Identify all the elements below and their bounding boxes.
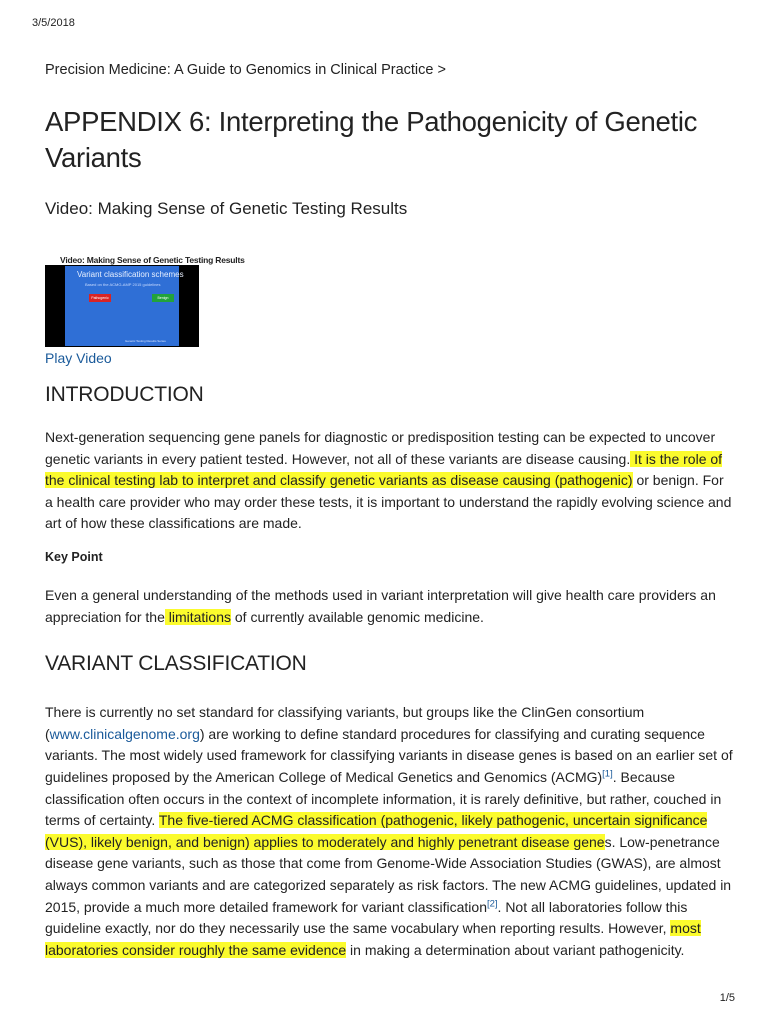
variant-classification-paragraph [45, 702, 735, 961]
kp-text-1: Even a general understanding of the methods used in variant interpretation will give health care providers an appreciation for the [45, 586, 716, 625]
slide-footer: Genetic Testing Results Series [125, 339, 166, 343]
vc-text-3: . Because classification often occurs in the context of incomplete information, it is rarely definitive, but rather, couched in terms of certainty. [45, 768, 722, 829]
vc-highlight-2: most laboratories consider roughly the same evidence [45, 920, 701, 958]
vc-text-4: s. Low-penetrance disease gene variants, such as those that come from Genome-Wide Association Studies (GWAS), are almost always common variants and are categorized separately as risk factors. The new ACMG guidelines, updated in 2015, provide a much more detailed framework for variant classification [45, 833, 732, 915]
introduction-heading: INTRODUCTION [45, 383, 204, 406]
slide-benign-box: Benign [152, 294, 174, 302]
vc-text-1: There is currently no set standard for classifying variants, but groups like the ClinGen consortium ( [45, 704, 645, 742]
kp-text-2: of currently available genomic medicine. [231, 608, 484, 625]
video-thumbnail-caption: Video: Making Sense of Genetic Testing Results [60, 255, 245, 265]
key-point-paragraph [45, 585, 735, 628]
intro-text-1: Next-generation sequencing gene panels for diagnostic or predisposition testing can be expected to uncover genetic variants in every patient tested. However, not all of these variants are disease causing. [45, 429, 716, 467]
vc-text-6: in making a determination about variant pathogenicity. [346, 941, 685, 958]
reference-2-link[interactable]: [2] [486, 897, 498, 909]
breadcrumb[interactable]: Precision Medicine: A Guide to Genomics in Clinical Practice > [45, 62, 446, 78]
key-point-label: Key Point [45, 549, 103, 564]
video-slide [65, 266, 184, 346]
slide-title: Variant classification schemes [77, 270, 184, 279]
video-heading: Video: Making Sense of Genetic Testing Results [45, 199, 408, 218]
article [45, 60, 735, 961]
intro-highlight: It is the role of the clinical testing lab to interpret and classify genetic variants as disease causing (pathogenic) [45, 450, 723, 489]
slide-pathogenic-box: Pathogenic [89, 294, 111, 302]
variant-classification-heading: VARIANT CLASSIFICATION [45, 652, 307, 676]
reference-1-link[interactable]: [1] [602, 768, 613, 780]
vc-text-5: . Not all laboratories follow this guideline exactly, nor do they necessarily use the same vocabulary when reporting results. However, [45, 898, 688, 937]
vc-highlight-1: The five-tiered ACMG classification (pathogenic, likely pathogenic, uncertain significance (VUS), likely benign, and benign) applies to moderately and highly penetrant disease gene [45, 812, 708, 850]
play-video-link[interactable]: Play Video [45, 350, 112, 366]
clingen-link[interactable]: www.clinicalgenome.org [49, 725, 200, 742]
slide-subtitle: Based on the ACMG-AMP 2015 guidelines [85, 282, 161, 287]
video-thumbnail[interactable] [45, 265, 199, 347]
print-date: 3/5/2018 [32, 17, 75, 29]
introduction-paragraph [45, 427, 735, 535]
page-number: 1/5 [719, 992, 735, 1004]
intro-text-2: or benign. For a health care provider who may order these tests, it is important to understand the rapidly evolving science and art of how these classifications are made. [45, 472, 732, 532]
vc-text-2: ) are working to define standard procedures for classifying and curating sequence variants. The most widely used framework for classifying variants in disease genes is based on an earlier set of guidelines proposed by the American College of Medical Genetics and Genomics (ACMG) [45, 725, 733, 785]
page-title: APPENDIX 6: Interpreting the Pathogenicity of Genetic Variants [45, 106, 698, 173]
kp-highlight: limitations [164, 608, 231, 625]
